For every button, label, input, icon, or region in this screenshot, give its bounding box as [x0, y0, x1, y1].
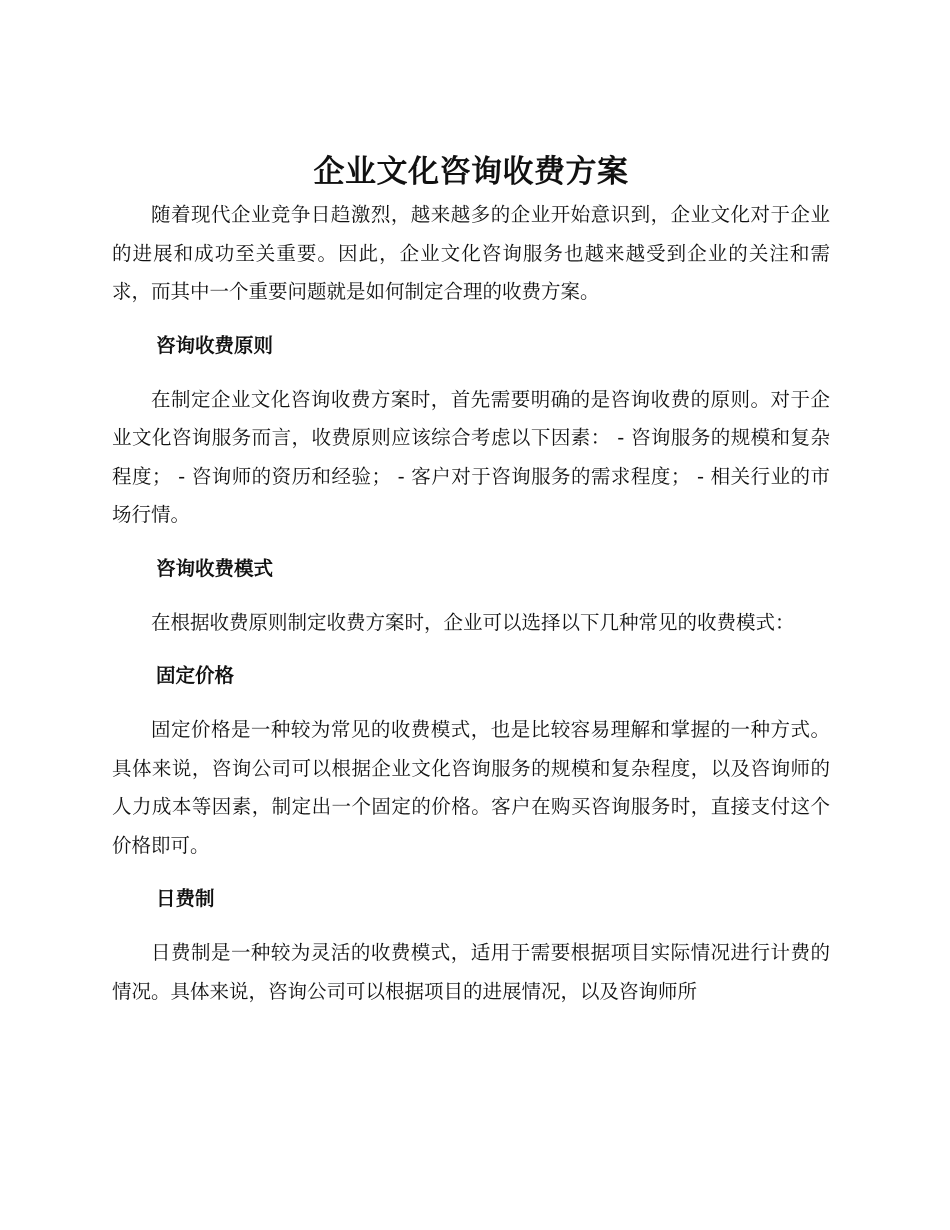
section-text-modes: 在根据收费原则制定收费方案时，企业可以选择以下几种常见的收费模式： — [151, 610, 795, 634]
section-text-daily-rate: 日费制是一种较为灵活的收费模式，适用于需要根据项目实际情况进行计费的情况。具体来说，咨询公司可以根据项目的进展情况，以及咨询师所 — [112, 941, 830, 1003]
document-title: 企业文化咨询收费方案 — [313, 154, 629, 190]
section-heading-modes: 咨询收费模式 — [156, 556, 274, 580]
section-text-principles: 在制定企业文化咨询收费方案时，首先需要明确的是咨询收费的原则。对于企业文化咨询服务而言，收费原则应该综合考虑以下因素： - 咨询服务的规模和复杂程度； - 咨询师的资历和经验； - 客户对于咨询服务的需求程度； - 相关行业的市场行情。 — [112, 387, 830, 526]
section-heading-principles: 咨询收费原则 — [156, 333, 274, 357]
intro-paragraph: 随着现代企业竞争日趋激烈，越来越多的企业开始意识到，企业文化对于企业的进展和成功至关重要。因此，企业文化咨询服务也越来越受到企业的关注和需求，而其中一个重要问题就是如何制定合理的收费方案。 — [112, 203, 830, 303]
document-page — [112, 148, 830, 1011]
section-heading-daily-rate: 日费制 — [156, 887, 215, 910]
section-text-fixed-price: 固定价格是一种较为常见的收费模式，也是比较容易理解和掌握的一种方式。具体来说，咨询公司可以根据企业文化咨询服务的规模和复杂程度，以及咨询师的人力成本等因素，制定出一个固定的价格。客户在购买咨询服务时，直接支付这个价格即可。 — [112, 718, 830, 857]
section-heading-fixed-price: 固定价格 — [156, 664, 235, 687]
